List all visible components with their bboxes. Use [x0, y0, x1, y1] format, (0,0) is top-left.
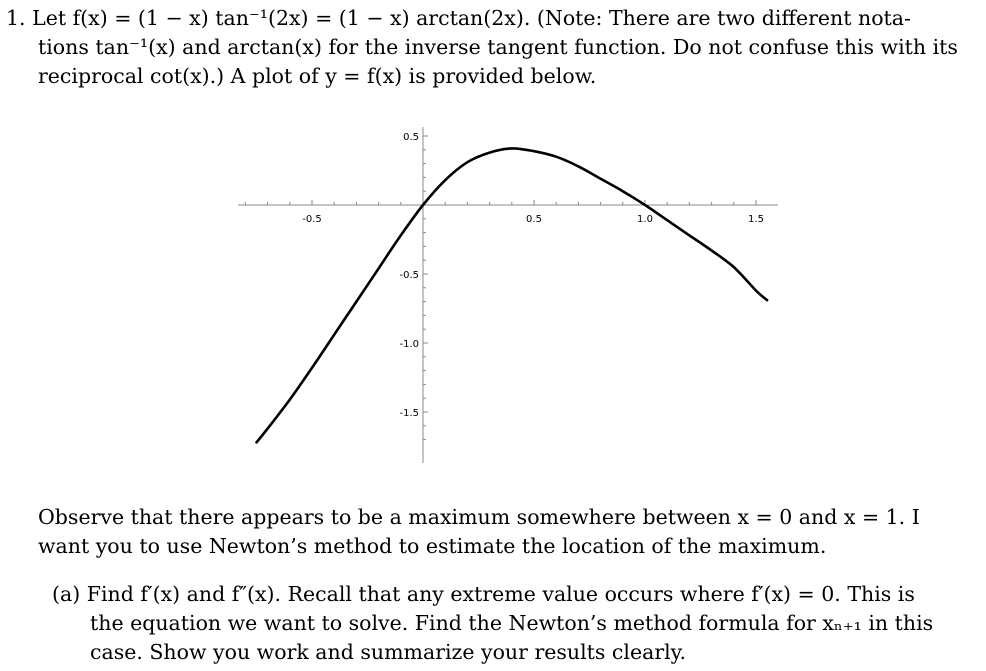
y-tick-label: -1.5	[399, 408, 419, 419]
plot-axes	[238, 127, 778, 463]
part-a-line-2: the equation we want to solve. Find the Newton’s method formula for xₙ₊₁ in this	[90, 611, 934, 635]
part-a-line-1: (a) Find f′(x) and f″(x). Recall that any extreme value occurs where f′(x) = 0. This is	[52, 582, 915, 606]
function-curve	[257, 148, 768, 442]
x-tick-label: 1.5	[748, 214, 764, 225]
observe-line-1: Observe that there appears to be a maximum somewhere between x = 0 and x = 1. I	[38, 505, 920, 529]
y-tick-label: -1.0	[399, 339, 419, 350]
observe-line-2: want you to use Newton’s method to estimate the location of the maximum.	[38, 534, 827, 558]
function-plot	[230, 115, 780, 470]
x-tick-label: 1.0	[637, 214, 653, 225]
x-tick-label: -0.5	[302, 214, 322, 225]
intro-line-3: reciprocal cot(x).) A plot of y = f(x) is provided below.	[38, 64, 597, 88]
problem-intro	[6, 4, 980, 91]
intro-line-2: tions tan⁻¹(x) and arctan(x) for the inverse tangent function. Do not confuse this with its	[38, 35, 958, 59]
plot-ticks	[245, 136, 756, 440]
plot-tick-labels	[302, 132, 764, 419]
part-a-line-3: case. Show you work and summarize your results clearly.	[90, 640, 687, 664]
x-tick-label: 0.5	[526, 214, 542, 225]
y-tick-label: 0.5	[403, 132, 419, 143]
observation-paragraph	[38, 503, 978, 561]
y-tick-label: -0.5	[399, 270, 419, 281]
intro-line-1: 1. Let f(x) = (1 − x) tan⁻¹(2x) = (1 − x) arctan(2x). (Note: There are two different nota-	[6, 6, 911, 30]
part-a-paragraph	[52, 580, 982, 667]
